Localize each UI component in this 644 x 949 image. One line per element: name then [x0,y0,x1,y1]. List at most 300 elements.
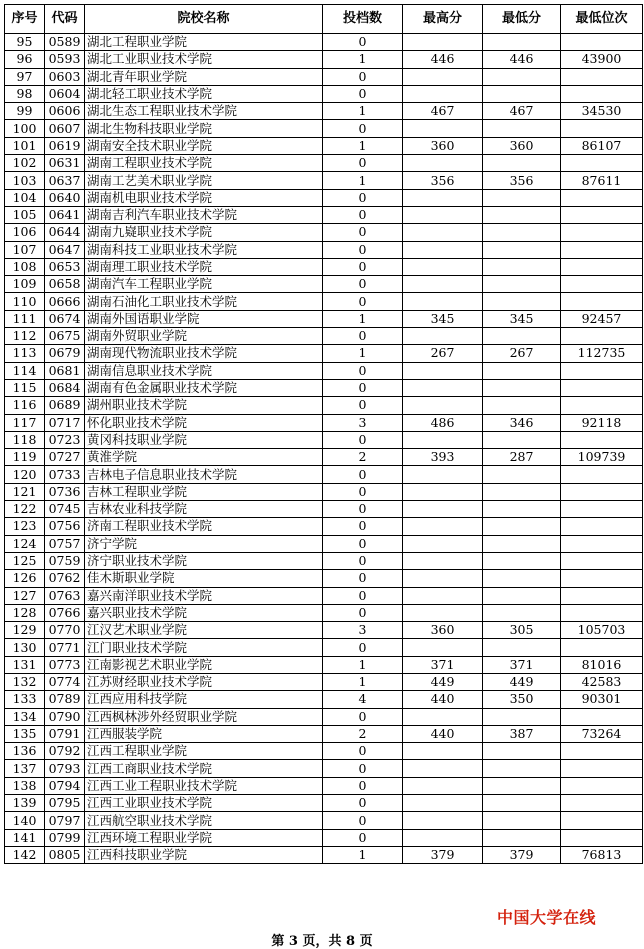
header-name: 院校名称 [85,5,323,34]
cell-max [403,189,483,206]
cell-code: 0770 [45,622,85,639]
cell-rank [561,708,643,725]
cell-code: 0647 [45,241,85,258]
cell-name: 湖北青年职业学院 [85,68,323,85]
cell-code: 0756 [45,518,85,535]
cell-count: 0 [323,258,403,275]
cell-seq: 114 [5,362,45,379]
cell-rank [561,189,643,206]
cell-min [483,639,561,656]
cell-count: 1 [323,172,403,189]
cell-min: 449 [483,673,561,690]
cell-code: 0771 [45,639,85,656]
cell-min: 387 [483,725,561,742]
table-row [5,466,643,483]
cell-seq: 133 [5,691,45,708]
cell-rank [561,812,643,829]
cell-min [483,587,561,604]
cell-rank [561,276,643,293]
table-row [5,328,643,345]
cell-rank [561,795,643,812]
table-row [5,241,643,258]
cell-name: 江西工业职业技术学院 [85,795,323,812]
cell-code: 0736 [45,483,85,500]
cell-min [483,362,561,379]
cell-rank [561,518,643,535]
cell-code: 0790 [45,708,85,725]
cell-name: 怀化职业技术学院 [85,414,323,431]
cell-min [483,379,561,396]
cell-seq: 100 [5,120,45,137]
cell-max [403,466,483,483]
cell-name: 济南工程职业技术学院 [85,518,323,535]
cell-seq: 109 [5,276,45,293]
table-row [5,120,643,137]
cell-max: 467 [403,103,483,120]
header-min: 最低分 [483,5,561,34]
cell-min [483,795,561,812]
cell-min: 371 [483,656,561,673]
cell-count: 0 [323,483,403,500]
table-row [5,846,643,863]
cell-max: 360 [403,137,483,154]
cell-count: 0 [323,34,403,51]
cell-max: 371 [403,656,483,673]
cell-rank: 76813 [561,846,643,863]
cell-seq: 106 [5,224,45,241]
cell-max [403,518,483,535]
cell-min [483,501,561,518]
cell-count: 0 [323,68,403,85]
cell-name: 湖南科技工业职业技术学院 [85,241,323,258]
cell-count: 0 [323,570,403,587]
cell-max: 356 [403,172,483,189]
cell-seq: 103 [5,172,45,189]
cell-code: 0723 [45,431,85,448]
cell-max [403,397,483,414]
cell-min [483,431,561,448]
cell-code: 0774 [45,673,85,690]
table-row [5,345,643,362]
cell-max [403,120,483,137]
cell-min: 287 [483,449,561,466]
cell-min: 467 [483,103,561,120]
cell-max [403,362,483,379]
cell-min [483,276,561,293]
table-row [5,51,643,68]
cell-max [403,812,483,829]
cell-min [483,570,561,587]
cell-count: 1 [323,846,403,863]
cell-code: 0637 [45,172,85,189]
cell-rank [561,155,643,172]
cell-name: 湖南石油化工职业技术学院 [85,293,323,310]
table-row [5,622,643,639]
cell-name: 江西科技职业学院 [85,846,323,863]
cell-code: 0631 [45,155,85,172]
table-body [5,34,643,864]
cell-code: 0727 [45,449,85,466]
cell-count: 1 [323,310,403,327]
cell-max [403,431,483,448]
cell-code: 0607 [45,120,85,137]
cell-rank: 92118 [561,414,643,431]
cell-max [403,483,483,500]
table-row [5,68,643,85]
cell-rank [561,206,643,223]
cell-max [403,34,483,51]
cell-rank: 34530 [561,103,643,120]
cell-seq: 138 [5,777,45,794]
table-row [5,103,643,120]
cell-code: 0593 [45,51,85,68]
cell-code: 0674 [45,310,85,327]
cell-rank [561,224,643,241]
header-code: 代码 [45,5,85,34]
cell-min [483,518,561,535]
table-row [5,708,643,725]
cell-max [403,552,483,569]
cell-name: 湖州职业技术学院 [85,397,323,414]
watermark-logo: 中国大学在线 [497,908,597,927]
cell-code: 0689 [45,397,85,414]
cell-max: 379 [403,846,483,863]
cell-rank [561,777,643,794]
cell-rank: 109739 [561,449,643,466]
cell-name: 江西枫林涉外经贸职业学院 [85,708,323,725]
cell-seq: 125 [5,552,45,569]
cell-max [403,760,483,777]
cell-count: 0 [323,535,403,552]
cell-max: 486 [403,414,483,431]
cell-code: 0589 [45,34,85,51]
cell-seq: 139 [5,795,45,812]
cell-rank [561,328,643,345]
cell-seq: 136 [5,743,45,760]
cell-min [483,397,561,414]
cell-count: 3 [323,414,403,431]
cell-name: 吉林工程职业学院 [85,483,323,500]
cell-name: 黄冈科技职业学院 [85,431,323,448]
cell-min: 446 [483,51,561,68]
cell-count: 0 [323,518,403,535]
cell-max [403,639,483,656]
cell-count: 1 [323,673,403,690]
cell-count: 0 [323,777,403,794]
cell-rank [561,552,643,569]
table-row [5,760,643,777]
cell-count: 0 [323,224,403,241]
cell-name: 江西服装学院 [85,725,323,742]
cell-min: 379 [483,846,561,863]
cell-seq: 97 [5,68,45,85]
cell-seq: 140 [5,812,45,829]
cell-seq: 124 [5,535,45,552]
cell-name: 湖北生物科技职业学院 [85,120,323,137]
cell-rank [561,743,643,760]
cell-code: 0805 [45,846,85,863]
cell-max [403,501,483,518]
cell-name: 江门职业技术学院 [85,639,323,656]
cell-seq: 108 [5,258,45,275]
cell-min [483,258,561,275]
cell-code: 0794 [45,777,85,794]
cell-min [483,466,561,483]
cell-code: 0641 [45,206,85,223]
cell-max [403,587,483,604]
table-row [5,777,643,794]
cell-count: 0 [323,760,403,777]
cell-min [483,483,561,500]
cell-seq: 99 [5,103,45,120]
cell-name: 湖南理工职业技术学院 [85,258,323,275]
cell-name: 湖北生态工程职业技术学院 [85,103,323,120]
table-row [5,570,643,587]
cell-name: 江西应用科技学院 [85,691,323,708]
cell-count: 1 [323,103,403,120]
table-row [5,397,643,414]
table-row [5,795,643,812]
cell-rank: 73264 [561,725,643,742]
cell-min [483,241,561,258]
cell-count: 0 [323,431,403,448]
cell-max [403,570,483,587]
table-row [5,258,643,275]
cell-code: 0658 [45,276,85,293]
cell-seq: 128 [5,604,45,621]
cell-code: 0795 [45,795,85,812]
cell-seq: 134 [5,708,45,725]
cell-count: 0 [323,362,403,379]
cell-min: 305 [483,622,561,639]
cell-count: 0 [323,501,403,518]
table-row [5,483,643,500]
cell-code: 0745 [45,501,85,518]
cell-code: 0797 [45,812,85,829]
cell-name: 济宁职业技术学院 [85,552,323,569]
header-seq: 序号 [5,5,45,34]
cell-count: 4 [323,691,403,708]
cell-min [483,812,561,829]
cell-name: 江西工商职业技术学院 [85,760,323,777]
cell-max [403,379,483,396]
cell-rank [561,68,643,85]
cell-name: 湖南外国语职业学院 [85,310,323,327]
cell-min [483,293,561,310]
cell-max: 446 [403,51,483,68]
cell-seq: 127 [5,587,45,604]
cell-count: 0 [323,120,403,137]
cell-count: 1 [323,656,403,673]
cell-count: 0 [323,466,403,483]
cell-max [403,155,483,172]
cell-rank [561,120,643,137]
cell-code: 0666 [45,293,85,310]
cell-seq: 117 [5,414,45,431]
cell-code: 0603 [45,68,85,85]
cell-rank [561,241,643,258]
cell-code: 0791 [45,725,85,742]
cell-max [403,829,483,846]
cell-min: 267 [483,345,561,362]
table-row [5,34,643,51]
cell-max: 393 [403,449,483,466]
cell-max [403,795,483,812]
cell-min [483,328,561,345]
header-max: 最高分 [403,5,483,34]
cell-rank [561,362,643,379]
table-row [5,310,643,327]
cell-min [483,34,561,51]
table-row [5,449,643,466]
cell-name: 湖南九嶷职业技术学院 [85,224,323,241]
cell-rank [561,604,643,621]
cell-max: 360 [403,622,483,639]
table-header-row [5,5,643,34]
cell-max: 440 [403,725,483,742]
table-row [5,414,643,431]
cell-code: 0717 [45,414,85,431]
cell-code: 0644 [45,224,85,241]
table-row [5,85,643,102]
cell-seq: 135 [5,725,45,742]
cell-count: 0 [323,795,403,812]
cell-rank [561,639,643,656]
table-row [5,812,643,829]
cell-seq: 131 [5,656,45,673]
table-row [5,362,643,379]
cell-max: 449 [403,673,483,690]
table-row [5,587,643,604]
cell-count: 0 [323,189,403,206]
cell-min [483,68,561,85]
cell-name: 佳木斯职业学院 [85,570,323,587]
cell-count: 0 [323,587,403,604]
table-row [5,224,643,241]
table-row [5,656,643,673]
cell-code: 0733 [45,466,85,483]
cell-name: 湖南信息职业技术学院 [85,362,323,379]
cell-count: 1 [323,137,403,154]
table-row [5,725,643,742]
cell-name: 湖南吉利汽车职业技术学院 [85,206,323,223]
header-count: 投档数 [323,5,403,34]
cell-count: 0 [323,155,403,172]
cell-seq: 95 [5,34,45,51]
cell-seq: 107 [5,241,45,258]
cell-count: 2 [323,449,403,466]
cell-max [403,535,483,552]
cell-min [483,189,561,206]
cell-seq: 132 [5,673,45,690]
cell-name: 湖南工程职业技术学院 [85,155,323,172]
cell-count: 0 [323,743,403,760]
cell-code: 0681 [45,362,85,379]
cell-count: 1 [323,345,403,362]
cell-rank: 81016 [561,656,643,673]
cell-code: 0789 [45,691,85,708]
cell-rank: 90301 [561,691,643,708]
cell-seq: 130 [5,639,45,656]
cell-seq: 123 [5,518,45,535]
cell-seq: 118 [5,431,45,448]
table-row [5,293,643,310]
cell-count: 1 [323,51,403,68]
cell-min [483,120,561,137]
table-row [5,379,643,396]
cell-rank [561,501,643,518]
cell-max [403,328,483,345]
cell-rank [561,829,643,846]
cell-name: 嘉兴职业技术学院 [85,604,323,621]
cell-count: 0 [323,206,403,223]
cell-rank: 112735 [561,345,643,362]
cell-min: 356 [483,172,561,189]
cell-max [403,258,483,275]
cell-min [483,777,561,794]
cell-code: 0759 [45,552,85,569]
table-row [5,639,643,656]
cell-seq: 110 [5,293,45,310]
table-row [5,189,643,206]
cell-name: 吉林农业科技学院 [85,501,323,518]
cell-max [403,85,483,102]
cell-code: 0606 [45,103,85,120]
cell-count: 0 [323,812,403,829]
cell-seq: 115 [5,379,45,396]
cell-count: 0 [323,552,403,569]
cell-rank [561,379,643,396]
cell-seq: 121 [5,483,45,500]
cell-rank [561,397,643,414]
cell-rank: 105703 [561,622,643,639]
cell-count: 0 [323,639,403,656]
cell-code: 0757 [45,535,85,552]
cell-name: 湖南外贸职业学院 [85,328,323,345]
cell-name: 湖南安全技术职业学院 [85,137,323,154]
cell-name: 江西工程职业学院 [85,743,323,760]
cell-code: 0640 [45,189,85,206]
cell-max [403,241,483,258]
cell-name: 江汉艺术职业学院 [85,622,323,639]
cell-min [483,760,561,777]
cell-count: 0 [323,397,403,414]
cell-name: 湖南现代物流职业技术学院 [85,345,323,362]
cell-min [483,85,561,102]
cell-name: 江西工业工程职业技术学院 [85,777,323,794]
cell-code: 0799 [45,829,85,846]
cell-min: 346 [483,414,561,431]
table-row [5,206,643,223]
cell-code: 0679 [45,345,85,362]
cell-max [403,743,483,760]
cell-min [483,535,561,552]
cell-seq: 126 [5,570,45,587]
cell-min [483,604,561,621]
cell-max [403,224,483,241]
cell-name: 吉林电子信息职业技术学院 [85,466,323,483]
table-row [5,431,643,448]
table-row [5,535,643,552]
cell-code: 0792 [45,743,85,760]
page-footer: 第 3 页，共 8 页 [271,934,373,949]
cell-name: 江西航空职业技术学院 [85,812,323,829]
cell-min [483,743,561,760]
cell-rank [561,258,643,275]
table-row [5,172,643,189]
cell-count: 3 [323,622,403,639]
cell-max: 440 [403,691,483,708]
